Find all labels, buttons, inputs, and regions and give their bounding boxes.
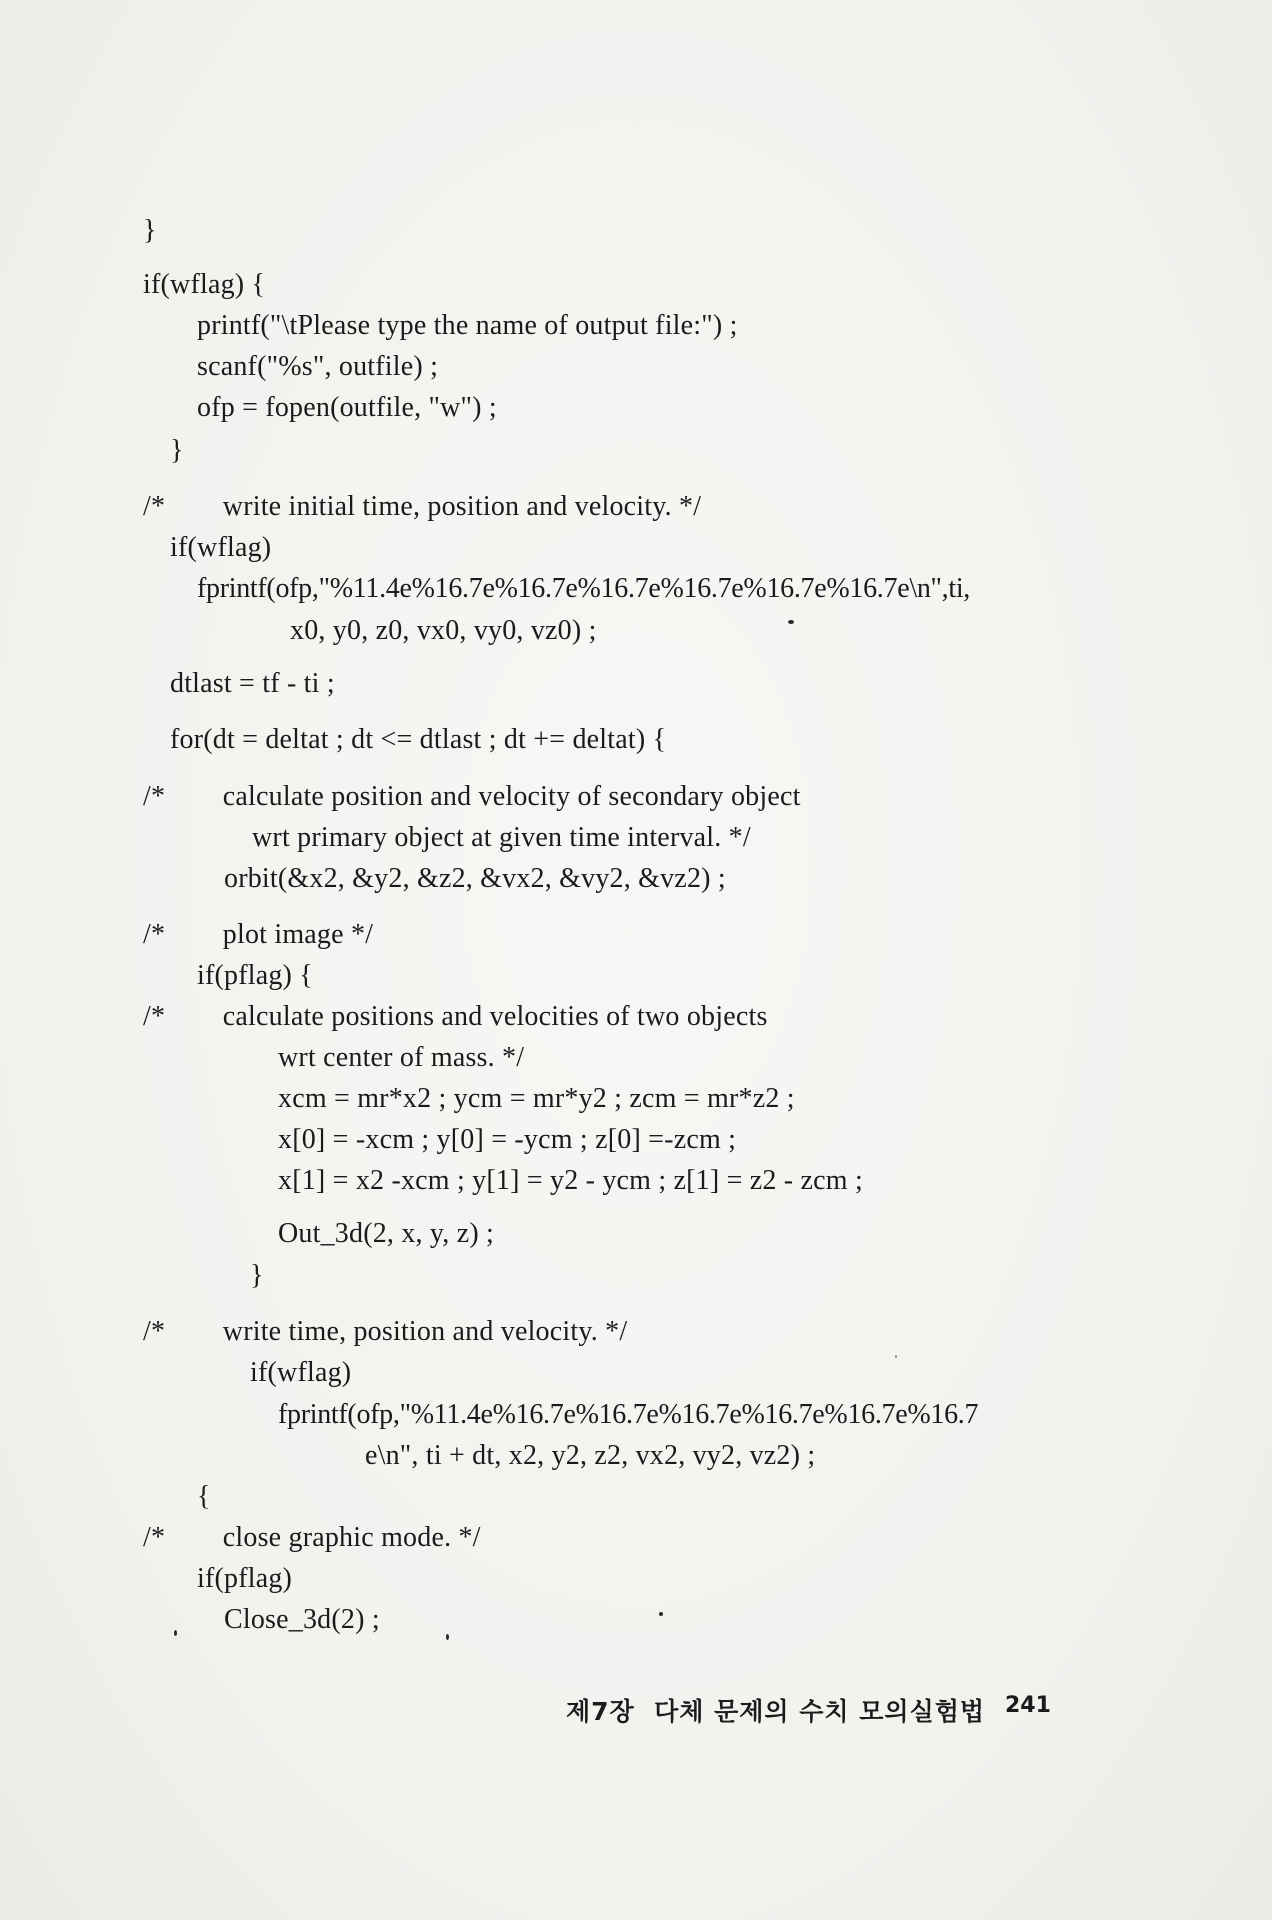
- code-line: fprintf(ofp,"%11.4e%16.7e%16.7e%16.7e%16.7e%16.7e%16.7: [278, 1399, 979, 1430]
- code-line: {: [197, 1481, 211, 1512]
- code-line: x[0] = -xcm ; y[0] = -ycm ; z[0] =-zcm ;: [278, 1124, 737, 1155]
- code-line: }: [143, 215, 157, 246]
- code-line: if(wflag) {: [143, 269, 266, 300]
- code-line: fprintf(ofp,"%11.4e%16.7e%16.7e%16.7e%16.7e%16.7e%16.7e\n",ti,: [197, 573, 971, 604]
- code-line: /* write initial time, position and velocity. */: [143, 491, 702, 522]
- code-line: if(pflag): [197, 1563, 293, 1594]
- code-line: dtlast = tf - ti ;: [170, 668, 335, 699]
- code-line: orbit(&x2, &y2, &z2, &vx2, &vy2, &vz2) ;: [224, 863, 726, 894]
- scan-speck: [659, 1612, 663, 1616]
- code-line: wrt primary object at given time interval. */: [252, 822, 751, 853]
- chapter-title: 제7장 다체 문제의 수치 모의실험법: [566, 1697, 986, 1726]
- code-line: wrt center of mass. */: [278, 1042, 525, 1073]
- code-line: ofp = fopen(outfile, "w") ;: [197, 392, 497, 423]
- code-line: if(wflag): [250, 1357, 352, 1388]
- code-line: /* calculate position and velocity of secondary object: [143, 781, 801, 812]
- code-line: scanf("%s", outfile) ;: [197, 351, 439, 382]
- code-line: Close_3d(2) ;: [224, 1604, 380, 1635]
- code-line: if(wflag): [170, 532, 272, 563]
- code-line: /* close graphic mode. */: [143, 1522, 481, 1553]
- code-line: xcm = mr*x2 ; ycm = mr*y2 ; zcm = mr*z2 ;: [278, 1083, 795, 1114]
- code-line: }: [170, 435, 184, 466]
- code-line: e\n", ti + dt, x2, y2, z2, vx2, vy2, vz2) ;: [365, 1440, 816, 1471]
- code-line: if(pflag) {: [197, 960, 313, 991]
- scan-speck: [895, 1355, 897, 1358]
- code-line: /* write time, position and velocity. */: [143, 1316, 628, 1347]
- code-line: /* plot image */: [143, 919, 374, 950]
- code-line: printf("\tPlease type the name of output file:") ;: [197, 310, 738, 341]
- scan-speck: [174, 1630, 177, 1636]
- code-line: x0, y0, z0, vx0, vy0, vz0) ;: [290, 615, 597, 646]
- scan-speck: [446, 1634, 449, 1640]
- code-line: x[1] = x2 -xcm ; y[1] = y2 - ycm ; z[1] = z2 - zcm ;: [278, 1165, 863, 1196]
- scan-speck: [788, 620, 794, 624]
- code-line: for(dt = deltat ; dt <= dtlast ; dt += deltat) {: [170, 724, 667, 755]
- code-line: }: [250, 1260, 264, 1291]
- page-number: 241: [1005, 1693, 1051, 1718]
- code-line: /* calculate positions and velocities of two objects: [143, 1001, 768, 1032]
- code-line: Out_3d(2, x, y, z) ;: [278, 1218, 495, 1249]
